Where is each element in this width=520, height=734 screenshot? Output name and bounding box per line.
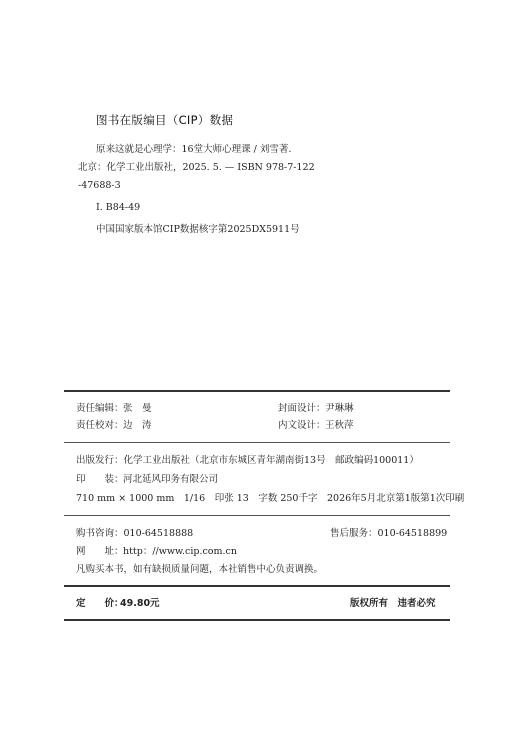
proofreader-name: 边 涛	[123, 420, 152, 431]
divider-top	[64, 390, 450, 392]
divider-publication	[64, 515, 450, 516]
cover-design-name: 尹琳琳	[325, 403, 354, 414]
publisher-line: 出版发行：化学工业出版社（北京市东城区青年湖南街13号 邮政编码100011）	[76, 455, 419, 466]
divider-contact	[64, 585, 450, 587]
website-label: 网 址：	[76, 546, 124, 557]
cip-title: 图书在版编目（CIP）数据	[96, 113, 234, 127]
book-specs-line: 710 mm × 1000 mm 1/16 印张 13 字数 250千字 2026年5月北京第1版第1次印刷	[76, 493, 465, 504]
price-label: 定 价：	[76, 598, 124, 609]
cip-bibliographic-line-3: -47688-3	[78, 180, 121, 191]
printer-name: 河北延风印务有限公司	[123, 474, 219, 485]
price-value: 49.80元	[120, 598, 160, 609]
cip-classification: Ⅰ. B84-49	[96, 202, 141, 213]
divider-bottom	[64, 619, 450, 621]
cip-verification-number: 中国国家版本馆CIP数据核字第2025DX5911号	[96, 224, 300, 235]
printer-label: 印 装：	[76, 474, 124, 485]
cip-bibliographic-line-2: 北京：化学工业出版社，2025. 5. — ISBN 978-7-122	[78, 162, 315, 173]
after-sales-hotline: 售后服务：010-64518899	[330, 528, 448, 539]
divider-credits	[64, 442, 450, 443]
website-url: http：//www.cip.com.cn	[123, 546, 237, 557]
purchase-hotline: 购书咨询：010-64518888	[76, 528, 194, 539]
cip-bibliographic-line-1: 原来这就是心理学：16堂大师心理课 / 刘雪著.	[96, 144, 292, 155]
copyright-notice: 版权所有 违者必究	[350, 598, 436, 609]
proofreader-label: 责任校对：	[76, 420, 124, 431]
cover-design-label: 封面设计：	[278, 403, 326, 414]
quality-notice: 凡购买本书，如有缺损质量问题，本社销售中心负责调换。	[76, 564, 324, 575]
interior-design-name: 王秋萍	[325, 420, 354, 431]
editor-name: 张 曼	[123, 403, 152, 414]
editor-label: 责任编辑：	[76, 403, 124, 414]
interior-design-label: 内文设计：	[278, 420, 326, 431]
